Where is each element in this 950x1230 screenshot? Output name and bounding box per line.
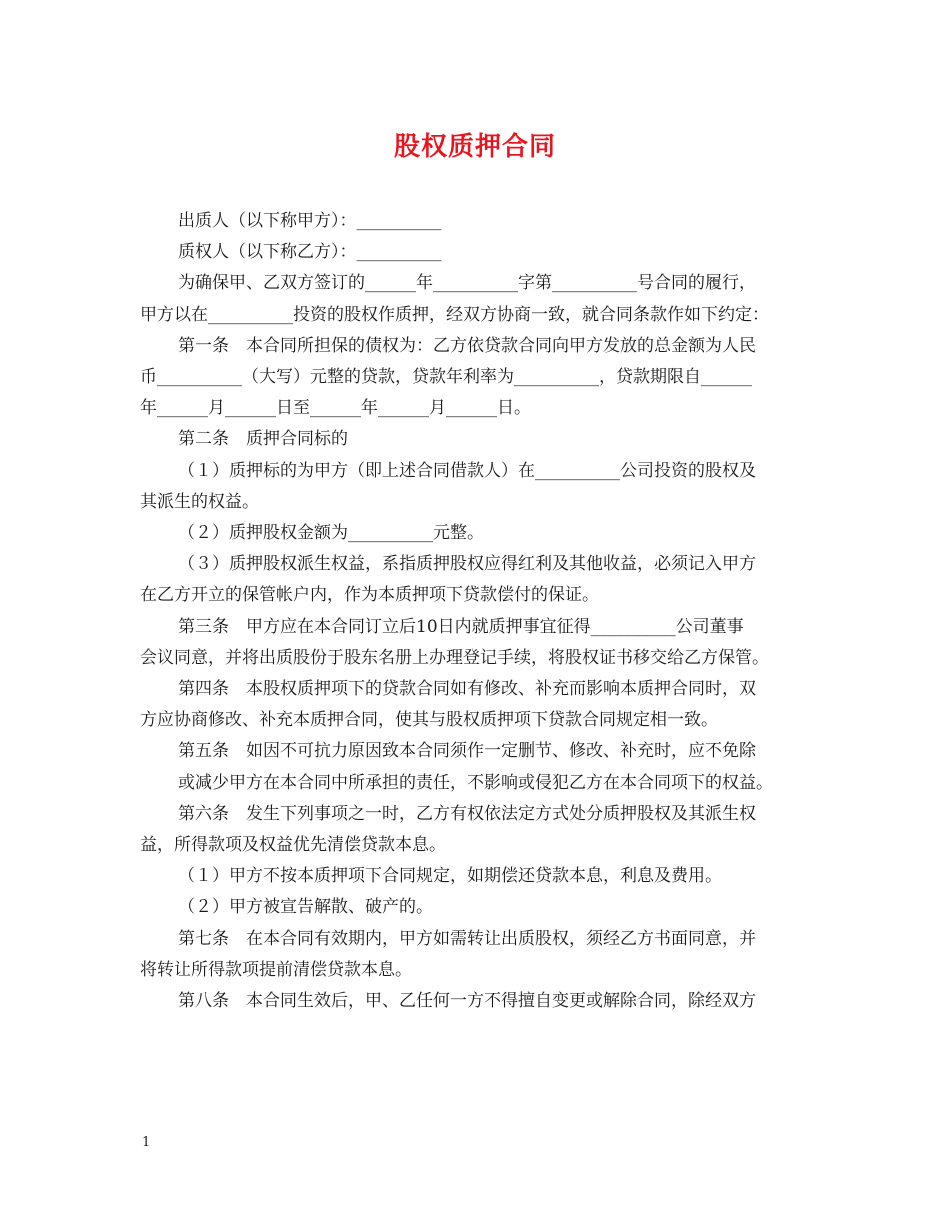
document-line: 或减少甲方在本合同中所承担的责任，不影响或侵犯乙方在本合同项下的权益。: [178, 772, 773, 793]
document-line: （２）质押股权金额为__________元整。: [178, 523, 484, 544]
document-line: 益，所得款项及权益优先清偿贷款本息。: [140, 835, 446, 856]
document-line: （３）质押股权派生权益，系指质押股权应得红利及其他收益，必须记入甲方: [178, 554, 756, 575]
document-line: 在乙方开立的保管帐户内，作为本质押项下贷款偿付的保证。: [140, 585, 599, 606]
document-line: 其派生的权益。: [140, 491, 259, 512]
document-line: 会议同意，并将出质股份于股东名册上办理登记手续，将股权证书移交给乙方保管。: [140, 647, 769, 668]
document-line: 出质人（以下称甲方）：__________: [178, 211, 442, 231]
document-body: [140, 206, 816, 1017]
document-line: 币__________（大写）元整的贷款，贷款年利率为__________，贷款期限自______: [140, 367, 752, 388]
document-line: 第一条 本合同所担保的债权为：乙方依贷款合同向甲方发放的总金额为人民: [178, 335, 756, 356]
document-line: 质权人（以下称乙方）：__________: [178, 242, 442, 263]
document-line: 第二条 质押合同标的: [178, 429, 348, 450]
document-title: 股权质押合同: [393, 132, 556, 162]
document-line: 方应协商修改、补充本质押合同，使其与股权质押项下贷款合同规定相一致。: [140, 710, 718, 731]
document-line: 将转让所得款项提前清偿贷款本息。: [140, 959, 412, 980]
document-line: 甲方以在__________投资的股权作质押，经双方协商一致，就合同条款作如下约定：: [140, 304, 769, 325]
document-line: （１）质押标的为甲方（即上述合同借款人）在__________公司投资的股权及: [178, 460, 756, 481]
document-line: （１）甲方不按本质押项下合同规定，如期偿还贷款本息，利息及费用。: [178, 866, 722, 887]
document-line: 第七条 在本合同有效期内，甲方如需转让出质股权，须经乙方书面同意，并: [178, 928, 756, 949]
page-number: 1: [142, 1135, 151, 1150]
document-line: 第四条 本股权质押项下的贷款合同如有修改、补充而影响本质押合同时，双: [178, 679, 756, 700]
document-line: 第三条 甲方应在本合同订立后10日内就质押事宜征得__________公司董事: [178, 616, 744, 637]
document-line: 第八条 本合同生效后，甲、乙任何一方不得擅自变更或解除合同，除经双方: [178, 991, 756, 1012]
document-line: 为确保甲、乙双方签订的______年__________字第__________号合同的履行，: [178, 273, 756, 294]
document-line: 第五条 如因不可抗力原因致本合同须作一定删节、修改、补充时，应不免除: [178, 741, 756, 762]
document-line: 年______月______日至______年______月______日。: [140, 398, 531, 419]
document-line: （２）甲方被宣告解散、破产的。: [178, 897, 433, 918]
document-line: 第六条 发生下列事项之一时，乙方有权依法定方式处分质押股权及其派生权: [178, 803, 756, 824]
